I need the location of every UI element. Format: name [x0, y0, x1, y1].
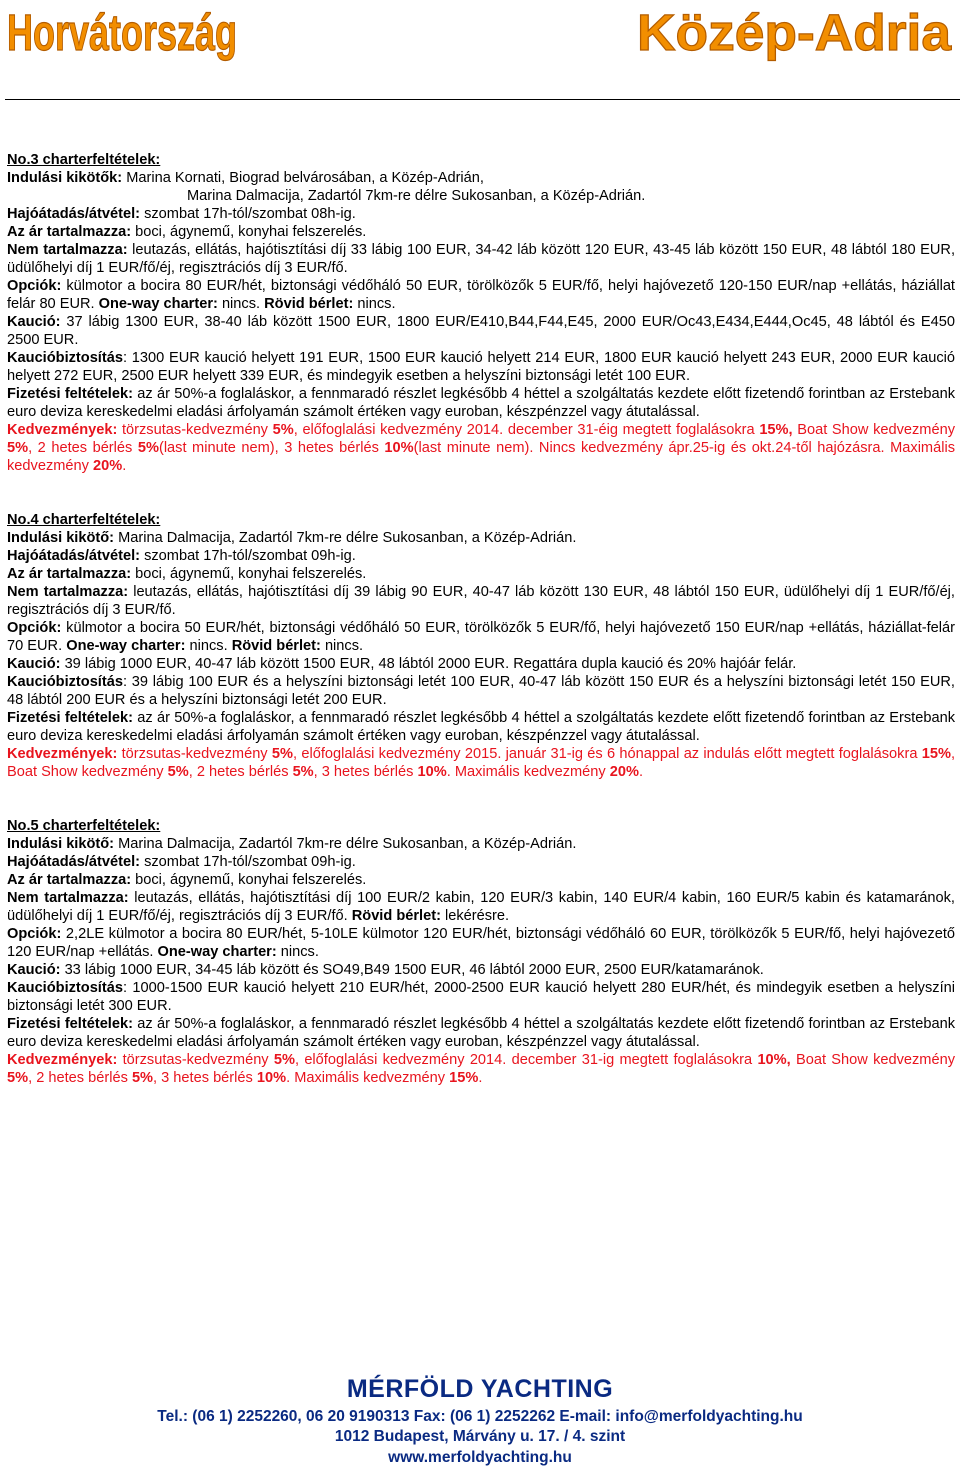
- term-label: 15%: [449, 1070, 479, 1086]
- logo-kozep-adria-text: Közép-Adria: [637, 4, 952, 61]
- contact-line: Tel.: (06 1) 2252260, 06 20 9190313 Fax: (06 1) 2252262 E-mail: info@merfoldyachting.hu: [157, 1408, 803, 1425]
- terms-paragraph: [7, 223, 955, 241]
- term-text: .: [478, 1070, 483, 1086]
- term-label: Indulási kikötő:: [7, 836, 115, 852]
- term-text: Boat Show kedvezmény: [790, 1052, 955, 1068]
- section-title: No.3 charterfeltételek:: [7, 152, 161, 168]
- term-label: Fizetési feltételek:: [7, 710, 133, 726]
- terms-paragraph: [7, 979, 955, 1015]
- term-text: . Maximális kedvezmény: [286, 1070, 450, 1086]
- term-label: Nem tartalmazza:: [7, 890, 129, 906]
- logo-kozep-adria: [633, 2, 955, 66]
- term-text: Marina Dalmacija, Zadartól 7km-re délre Sukosanban, a Közép-Adrián.: [114, 530, 577, 546]
- term-label: 10%: [256, 1070, 287, 1086]
- terms-paragraph: [7, 889, 955, 925]
- term-text: lekérésre.: [440, 908, 510, 924]
- charter-section: [7, 817, 955, 1087]
- term-label: 20%: [609, 764, 639, 780]
- terms-paragraph: [7, 925, 955, 961]
- section-title: No.4 charterfeltételek:: [7, 512, 161, 528]
- charter-section: [7, 151, 955, 475]
- terms-paragraph: [7, 277, 955, 313]
- term-text: leutazás, ellátás, hajótisztítási díj 100 EUR/2 kabin, 120 EUR/3 kabin, 140 EUR/4 kabin, 160 EUR/5 kabin és katamaránok, üdülőhelyi díj 1 EUR/fő/éj, regisztrációs díj 3 EUR/fő.: [7, 890, 955, 924]
- terms-paragraph: [7, 871, 955, 889]
- term-text: leutazás, ellátás, hajótisztítási díj 33 lábig 100 EUR, 34-42 láb között 120 EUR, 43-45 láb között 150 EUR, 48 lábtól 180 EUR, üdülőhelyi díj 1 EUR/fő/éj, regisztrációs díj 3 EUR/fő.: [7, 242, 955, 276]
- term-text: Marina Kornati, Biograd belvárosában, a Közép-Adrián,: [122, 170, 484, 186]
- term-text: nincs.: [320, 638, 364, 654]
- term-text: nincs.: [353, 296, 396, 312]
- address-line: 1012 Budapest, Márvány u. 17. / 4. szint: [334, 1428, 626, 1445]
- term-text: az ár 50%-a foglaláskor, a fennmaradó részlet legkésőbb 4 héttel a szolgáltatás kezdete előtt fizetendő forintban az Erstebank euro deviza kereskedelmi eladási árfolyamán számolt értéken vagy euroban, készpénzzel vagy átutalással.: [7, 1016, 955, 1050]
- term-label: 15%: [921, 746, 951, 762]
- term-label: 10%: [417, 764, 447, 780]
- term-text: .: [638, 764, 644, 780]
- terms-paragraph: [7, 241, 955, 277]
- term-text: külmotor a bocira 80 EUR/hét, biztonsági védőháló 50 EUR, törölközők 5 EUR/fő, helyi hajóvezető 120-150 EUR/nap +ellátás, háziállat felár 80 EUR.: [7, 278, 955, 312]
- term-label: Kaucióbiztosítás: [7, 350, 123, 366]
- term-label: Opciók:: [7, 278, 62, 294]
- term-text: 37 lábig 1300 EUR, 38-40 láb között 1500 EUR, 1800 EUR/E410,B44,F44,E45, 2000 EUR/Oc43,E434,E444,Oc45, 48 lábtól és E450 2500 EUR.: [7, 314, 955, 348]
- term-label: 5%: [167, 764, 189, 780]
- term-label: Kaucióbiztosítás: [7, 980, 123, 996]
- logo-horvatorszag: [3, 2, 243, 66]
- term-label: 5%: [7, 1070, 29, 1086]
- term-text: , Boat Show kedvezmény: [7, 746, 956, 780]
- term-label: Rövid bérlet:: [231, 638, 321, 654]
- term-label: Nem tartalmazza:: [7, 584, 129, 600]
- terms-paragraph: [7, 313, 955, 349]
- term-label: Hajóátadás/átvétel:: [7, 548, 141, 564]
- term-text: boci, ágynemű, konyhai felszerelés.: [131, 872, 367, 888]
- terms-paragraph: [7, 349, 955, 385]
- term-text: szombat 17h-tól/szombat 09h-ig.: [140, 548, 356, 564]
- term-label: Indulási kikötők:: [7, 170, 123, 186]
- term-label: 10%,: [757, 1052, 791, 1068]
- term-text: . Maximális kedvezmény: [446, 764, 610, 780]
- term-label: One-way charter:: [98, 296, 218, 312]
- term-label: Kedvezmények:: [7, 422, 118, 438]
- term-label: Hajóátadás/átvétel:: [7, 854, 141, 870]
- terms-paragraph: [7, 583, 955, 619]
- term-label: Kedvezmények:: [7, 1052, 118, 1068]
- term-text: , 3 hetes bérlés: [153, 1070, 257, 1086]
- term-label: 5%: [292, 764, 314, 780]
- term-label: Nem tartalmazza:: [7, 242, 128, 258]
- terms-paragraph: [7, 961, 955, 979]
- terms-paragraph: [7, 655, 955, 673]
- terms-paragraph: [7, 187, 955, 205]
- term-text: (last minute nem). Nincs kedvezmény ápr.25-ig és okt.24-től hajózásra. Maximális kedvezmény: [7, 440, 955, 474]
- term-text: , előfoglalási kedvezmény 2015. január 31-ig és 6 hónappal az indulás előtt megtett foglalásokra: [293, 746, 922, 762]
- term-label: Az ár tartalmazza:: [7, 872, 132, 888]
- term-label: Opciók:: [7, 926, 62, 942]
- term-text: az ár 50%-a foglaláskor, a fennmaradó részlet legkésőbb 4 héttel a szolgáltatás kezdete előtt fizetendő forintban az Erstebank euro deviza kereskedelmi eladási árfolyamán számolt értéken vagy euroban, készpénzzel vagy átutalással.: [7, 710, 955, 744]
- discount-paragraph: [7, 421, 955, 475]
- term-text: az ár 50%-a foglaláskor, a fennmaradó részlet legkésőbb 4 héttel a szolgáltatás kezdete előtt fizetendő forintban az Erstebank euro deviza kereskedelmi eladási árfolyamán számolt értéken vagy euroban, készpénzzel vagy átutalással.: [7, 386, 955, 420]
- logo-kozep-adria-graphic: [633, 2, 955, 66]
- term-label: Kaució:: [7, 314, 61, 330]
- term-text: 39 lábig 1000 EUR, 40-47 láb között 1500 EUR, 48 lábtól 2000 EUR. Regattára dupla kaució és 20% hajóár felár.: [60, 656, 797, 672]
- term-text: boci, ágynemű, konyhai felszerelés.: [131, 566, 367, 582]
- term-text: 33 lábig 1000 EUR, 34-45 láb között és SO49,B49 1500 EUR, 46 lábtól 2000 EUR, 2500 EUR/katamaránok.: [60, 962, 764, 978]
- term-label: Kaució:: [7, 656, 61, 672]
- term-text: 2,2LE külmotor a bocira 80 EUR/hét, 5-10LE külmotor 120 EUR/hét, biztonsági védőháló 60 EUR, törölközők 5 EUR/fő, helyi hajóvezető 120 EUR/nap +ellátás.: [7, 926, 955, 960]
- term-label: 10%: [384, 440, 414, 456]
- term-label: Kaució:: [7, 962, 61, 978]
- term-text: : 1300 EUR kaució helyett 191 EUR, 1500 EUR kaució helyett 214 EUR, 1800 EUR kaució helyett 243 EUR, 2000 EUR kaució helyett 272 EUR, 2500 EUR helyett 339 EUR, és mindegyik esetben a helyszíni biztonsági letét 100 EUR.: [7, 350, 955, 384]
- term-text: : 1000-1500 EUR kaució helyett 210 EUR/hét, 2000-2500 EUR kaució helyett 280 EUR/hét, és mindegyik esetben a helyszíni biztonsági letét 300 EUR.: [7, 980, 955, 1014]
- term-text: leutazás, ellátás, hajótisztítási díj 39 lábig 90 EUR, 40-47 láb között 130 EUR, 48 lábtól 150 EUR, üdülőhelyi díj 1 EUR/fő/éj, regisztrációs díj 3 EUR/fő.: [7, 584, 955, 618]
- section-title: No.5 charterfeltételek:: [7, 818, 161, 834]
- term-text: szombat 17h-tól/szombat 09h-ig.: [140, 854, 356, 870]
- term-text: .: [122, 458, 127, 474]
- terms-paragraph: [7, 385, 955, 421]
- terms-paragraph: [7, 673, 955, 709]
- term-text: , előfoglalási kedvezmény 2014. december 31-ig megtett foglalásokra: [294, 1052, 758, 1068]
- terms-paragraph: [7, 205, 955, 223]
- term-label: 20%: [92, 458, 123, 474]
- term-label: One-way charter:: [157, 944, 277, 960]
- term-text: Marina Dalmacija, Zadartól 7km-re délre Sukosanban, a Közép-Adrián.: [114, 836, 577, 852]
- term-label: 5%: [131, 1070, 154, 1086]
- charter-section: [7, 511, 955, 781]
- company-name: MÉRFÖLD YACHTING: [346, 1375, 614, 1403]
- term-label: Fizetési feltételek:: [7, 386, 133, 402]
- charter-terms-document: [7, 151, 955, 1087]
- term-label: Hajóátadás/átvétel:: [7, 206, 141, 222]
- term-label: 5%: [272, 422, 294, 438]
- term-label: Az ár tartalmazza:: [7, 566, 132, 582]
- logo-horvatorszag-text: Horvátország: [7, 4, 237, 61]
- terms-paragraph: [7, 853, 955, 871]
- terms-paragraph: [7, 169, 955, 187]
- terms-paragraph: [7, 835, 955, 853]
- term-label: Indulási kikötő:: [7, 530, 115, 546]
- term-text: , 3 hetes bérlés: [313, 764, 418, 780]
- term-label: Fizetési feltételek:: [7, 1016, 133, 1032]
- term-text: törzsutas-kedvezmény: [117, 1052, 274, 1068]
- terms-paragraph: [7, 709, 955, 745]
- term-label: Az ár tartalmazza:: [7, 224, 132, 240]
- header-divider: [5, 99, 960, 100]
- term-text: , előfoglalási kedvezmény 2014. december 31-éig megtett foglalásokra: [293, 422, 760, 438]
- term-label: 5%: [7, 440, 29, 456]
- term-label: One-way charter:: [66, 638, 186, 654]
- term-label: Rövid bérlet:: [351, 908, 441, 924]
- term-text: , 2 hetes bérlés: [28, 1070, 132, 1086]
- term-label: Kedvezmények:: [7, 746, 118, 762]
- term-label: Opciók:: [7, 620, 62, 636]
- terms-paragraph: [7, 565, 955, 583]
- discount-paragraph: [7, 1051, 955, 1087]
- logo-horvatorszag-graphic: [3, 2, 243, 66]
- terms-paragraph: [7, 1015, 955, 1051]
- term-text: Boat Show kedvezmény: [792, 422, 955, 438]
- term-label: 5%: [271, 746, 293, 762]
- term-label: 5%: [137, 440, 159, 456]
- term-text: , 2 hetes bérlés: [188, 764, 293, 780]
- terms-paragraph: [7, 529, 955, 547]
- term-text: szombat 17h-tól/szombat 08h-ig.: [140, 206, 356, 222]
- term-label: 15%,: [759, 422, 793, 438]
- terms-paragraph: [7, 619, 955, 655]
- term-text: : 39 lábig 100 EUR és a helyszíni biztonsági letét 100 EUR, 40-47 láb között 150 EUR és a helyszíni biztonsági letét 150 EUR, 48 lábtól 200 EUR és a helyszíni biztonsági letét 200 EUR.: [7, 674, 955, 708]
- term-text: törzsutas-kedvezmény: [117, 422, 273, 438]
- term-text: nincs.: [185, 638, 232, 654]
- term-label: Kaucióbiztosítás: [7, 674, 123, 690]
- term-text: boci, ágynemű, konyhai felszerelés.: [131, 224, 367, 240]
- term-text: külmotor a bocira 50 EUR/hét, biztonsági védőháló 50 EUR, törölközők 5 EUR/fő, helyi hajóvezető 150 EUR/nap +ellátás, háziállat-felár 70 EUR.: [7, 620, 955, 654]
- term-text: nincs.: [276, 944, 319, 960]
- discount-paragraph: [7, 745, 955, 781]
- term-text: törzsutas-kedvezmény: [117, 746, 272, 762]
- term-text: (last minute nem), 3 hetes bérlés: [158, 440, 385, 456]
- term-label: 5%: [273, 1052, 295, 1068]
- term-text: nincs.: [217, 296, 265, 312]
- website-link[interactable]: www.merfoldyachting.hu: [388, 1449, 572, 1466]
- term-label: Rövid bérlet:: [264, 296, 354, 312]
- term-text: Marina Dalmacija, Zadartól 7km-re délre Sukosanban, a Közép-Adrián.: [187, 188, 646, 204]
- term-text: , 2 hetes bérlés: [28, 440, 138, 456]
- terms-paragraph: [7, 547, 955, 565]
